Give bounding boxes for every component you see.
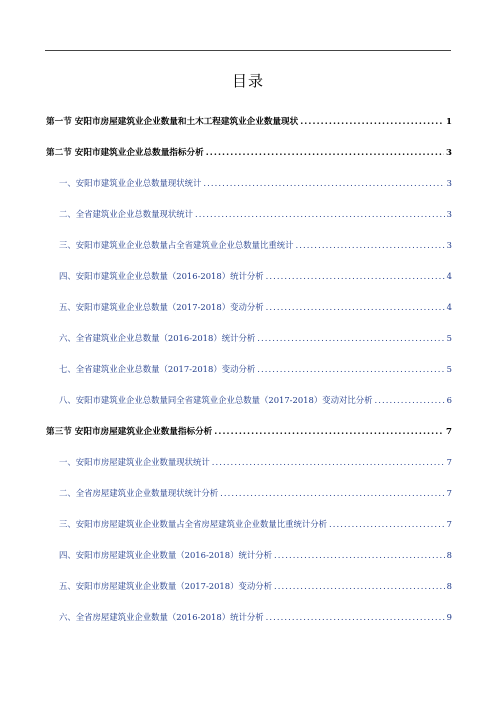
toc-subsection-entry[interactable] <box>46 177 452 208</box>
toc-page-number: 7 <box>446 427 452 437</box>
toc-entry-label: 五、安阳市建筑业企业总数量（2017-2018）变动分析 <box>59 302 264 312</box>
toc-entry-label: 四、安阳市房屋建筑业企业数量（2016-2018）统计分析 <box>59 550 272 560</box>
toc-page-number: 8 <box>446 581 452 591</box>
toc-leader-dots <box>266 612 445 622</box>
toc-leader-dots <box>274 581 445 591</box>
toc-page-number: 5 <box>446 364 452 374</box>
toc-entry-label: 五、安阳市房屋建筑业企业数量（2017-2018）变动分析 <box>59 581 272 591</box>
toc-subsection-entry[interactable] <box>46 611 452 642</box>
toc-subsection-entry[interactable] <box>46 549 452 580</box>
toc-leader-dots <box>203 178 444 188</box>
toc-entry-label: 一、安阳市建筑业企业总数量现状统计 <box>59 178 202 188</box>
toc-leader-dots <box>257 364 444 374</box>
toc-leader-dots <box>266 302 445 312</box>
toc-entry-label: 六、全省建筑业企业总数量（2016-2018）统计分析 <box>59 333 256 343</box>
toc-subsection-entry[interactable] <box>46 487 452 518</box>
header-rule <box>45 50 451 51</box>
toc-entry-label: 二、全省建筑业企业总数量现状统计 <box>59 209 193 219</box>
toc-page-number: 3 <box>446 209 452 219</box>
toc-entry-label: 六、全省房屋建筑业企业数量（2016-2018）统计分析 <box>59 612 264 622</box>
toc-page-number: 4 <box>446 302 452 312</box>
toc-subsection-entry[interactable] <box>46 363 452 394</box>
toc-leader-dots <box>195 209 445 219</box>
toc-entry-label: 四、安阳市建筑业企业总数量（2016-2018）统计分析 <box>59 271 264 281</box>
toc-page-number: 7 <box>446 519 452 529</box>
toc-entry-label: 三、安阳市建筑业企业总数量占全省建筑业企业总数量比重统计 <box>59 240 294 250</box>
table-of-contents <box>46 115 452 642</box>
toc-page-number: 3 <box>446 178 452 188</box>
toc-page-number: 7 <box>446 457 452 467</box>
toc-page-number: 6 <box>446 395 452 405</box>
toc-entry-label: 一、安阳市房屋建筑业企业数量现状统计 <box>59 457 210 467</box>
toc-leader-dots <box>257 333 444 343</box>
page-title: 目录 <box>231 72 264 90</box>
toc-leader-dots <box>300 117 444 127</box>
toc-leader-dots <box>220 488 445 498</box>
toc-page-number: 4 <box>446 271 452 281</box>
toc-subsection-entry[interactable] <box>46 301 452 332</box>
toc-entry-label: 第二节 安阳市建筑业企业总数量指标分析 <box>46 148 204 158</box>
toc-entry-label: 第三节 安阳市房屋建筑业企业数量指标分析 <box>46 427 213 437</box>
toc-leader-dots <box>212 457 445 467</box>
toc-subsection-entry[interactable] <box>46 270 452 301</box>
toc-leader-dots <box>266 271 445 281</box>
toc-section-entry[interactable] <box>46 115 452 146</box>
toc-subsection-entry[interactable] <box>46 208 452 239</box>
toc-leader-dots <box>274 550 445 560</box>
toc-page-number: 9 <box>446 612 452 622</box>
toc-subsection-entry[interactable] <box>46 518 452 549</box>
toc-page-number: 5 <box>446 333 452 343</box>
toc-subsection-entry[interactable] <box>46 580 452 611</box>
toc-page-number: 1 <box>446 117 452 127</box>
toc-subsection-entry[interactable] <box>46 456 452 487</box>
toc-entry-label: 八、安阳市建筑业企业总数量同全省建筑业企业总数量（2017-2018）变动对比分析 <box>59 395 373 405</box>
toc-page-number: 3 <box>446 148 452 158</box>
toc-subsection-entry[interactable] <box>46 394 452 425</box>
toc-section-entry[interactable] <box>46 425 452 456</box>
toc-page-number: 3 <box>446 240 452 250</box>
toc-leader-dots <box>374 395 444 405</box>
toc-leader-dots <box>329 519 445 529</box>
toc-leader-dots <box>214 427 444 437</box>
toc-entry-label: 七、全省建筑业企业总数量（2017-2018）变动分析 <box>59 364 256 374</box>
toc-page-number: 8 <box>446 550 452 560</box>
toc-subsection-entry[interactable] <box>46 332 452 363</box>
toc-entry-label: 三、安阳市房屋建筑业企业数量占全省房屋建筑业企业数量比重统计分析 <box>59 519 327 529</box>
toc-leader-dots <box>206 148 444 158</box>
toc-leader-dots <box>296 240 445 250</box>
toc-entry-label: 第一节 安阳市房屋建筑业企业数量和土木工程建筑业企业数量现状 <box>46 117 299 127</box>
toc-subsection-entry[interactable] <box>46 239 452 270</box>
toc-section-entry[interactable] <box>46 146 452 177</box>
toc-entry-label: 二、全省房屋建筑业企业数量现状统计分析 <box>59 488 219 498</box>
toc-page-number: 7 <box>446 488 452 498</box>
